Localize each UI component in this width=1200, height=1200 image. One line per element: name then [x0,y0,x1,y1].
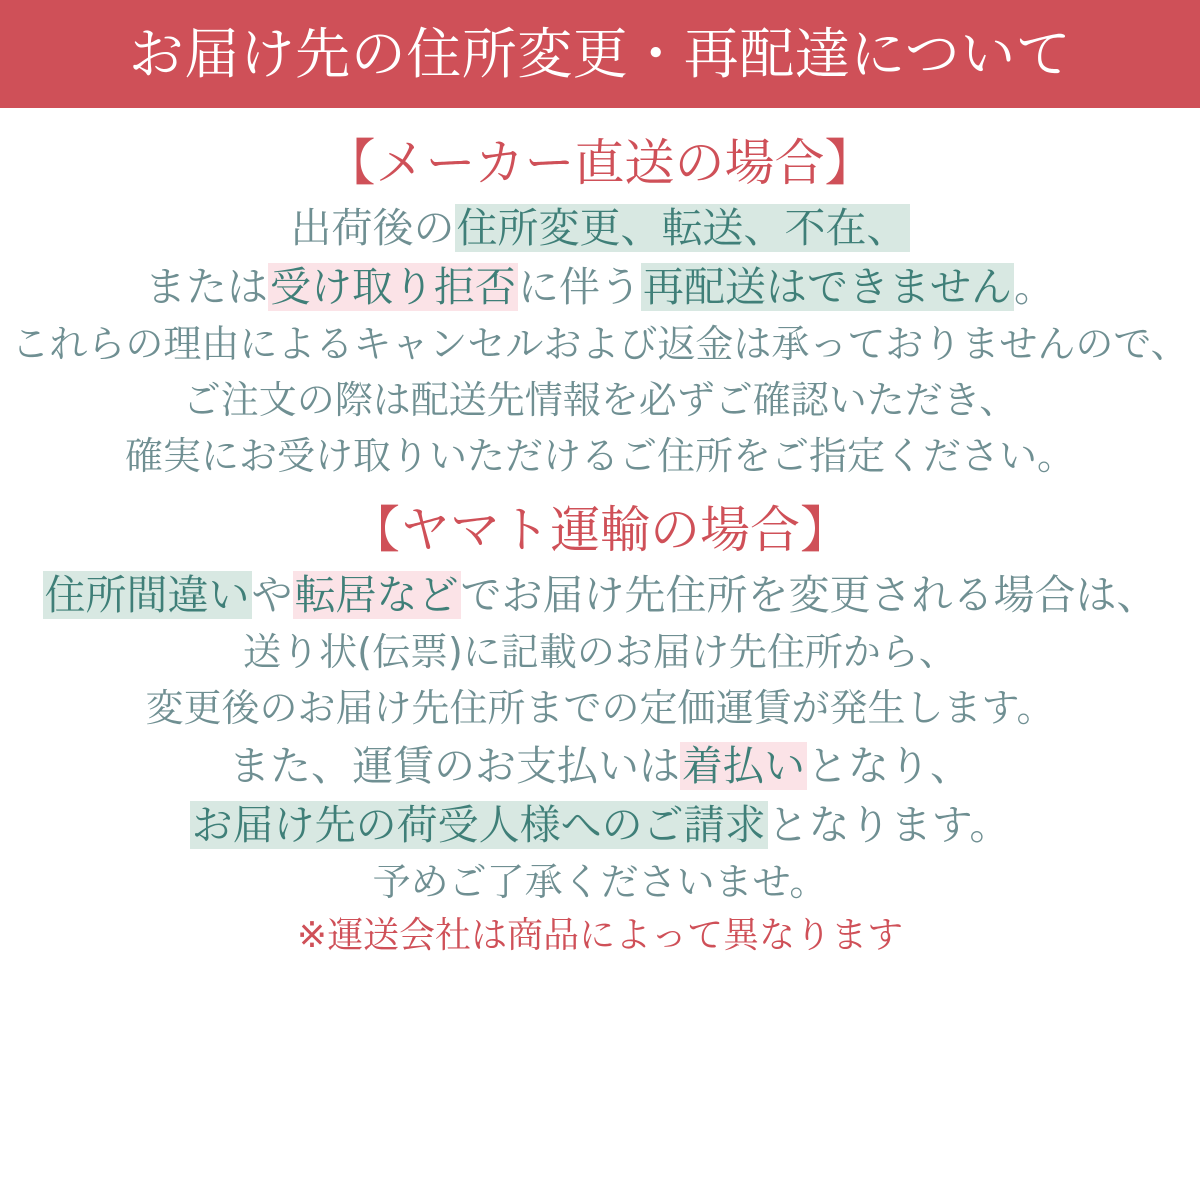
section-title-yamato: 【ヤマト運輸の場合】 [350,500,850,559]
line-yamato-5 [0,800,1200,849]
footnote: ※運送会社は商品によって異なります [296,914,904,956]
text-run-highlight: 転居など [294,570,459,619]
text-run-highlight: 住所変更、転送、不在、 [456,204,908,252]
notice-content [0,136,1200,954]
page-header [0,0,1200,108]
text-run-highlight: 受け取り拒否 [270,263,516,312]
text-run: でお届け先住所を変更される場合は、 [460,570,1158,619]
line-yamato-4 [0,741,1200,790]
section-title-maker-direct: 【メーカー直送の場合】 [325,134,875,192]
line-maker-1 [0,204,1200,252]
line-maker-3: これらの理由によるキャンセルおよび返金は承っておりませんので、 [11,322,1189,367]
text-run-highlight: お届け先の荷受人様へのご請求 [191,800,766,849]
line-maker-5: 確実にお受け取りいただけるご住所をご指定ください。 [124,433,1075,478]
text-run-highlight: 着払い [682,741,805,790]
text-run: に伴う [518,263,641,312]
line-maker-2 [0,263,1200,312]
text-run: となります。 [767,800,1011,849]
text-run: または [145,263,268,312]
text-run-highlight: 再配送はできません [643,263,1012,312]
text-run: 。 [1014,263,1055,312]
text-run: 出荷後の [290,204,455,252]
line-yamato-2: 送り状(伝票)に記載のお届け先住所から、 [243,629,957,674]
page-title: お届け先の住所変更・再配達について [128,21,1072,86]
line-yamato-3: 変更後のお届け先住所までの定価運賃が発生します。 [145,685,1055,730]
text-run: となり、 [807,741,971,790]
text-run-highlight: 住所間違い [44,570,250,619]
text-run: や [251,570,293,619]
text-run: また、運賃のお支払いは [229,741,680,790]
line-maker-4: ご注文の際は配送先情報を必ずご確認いただき、 [182,377,1018,422]
line-yamato-6: 予めご了承くださいませ。 [372,859,828,904]
line-yamato-1 [0,570,1200,619]
